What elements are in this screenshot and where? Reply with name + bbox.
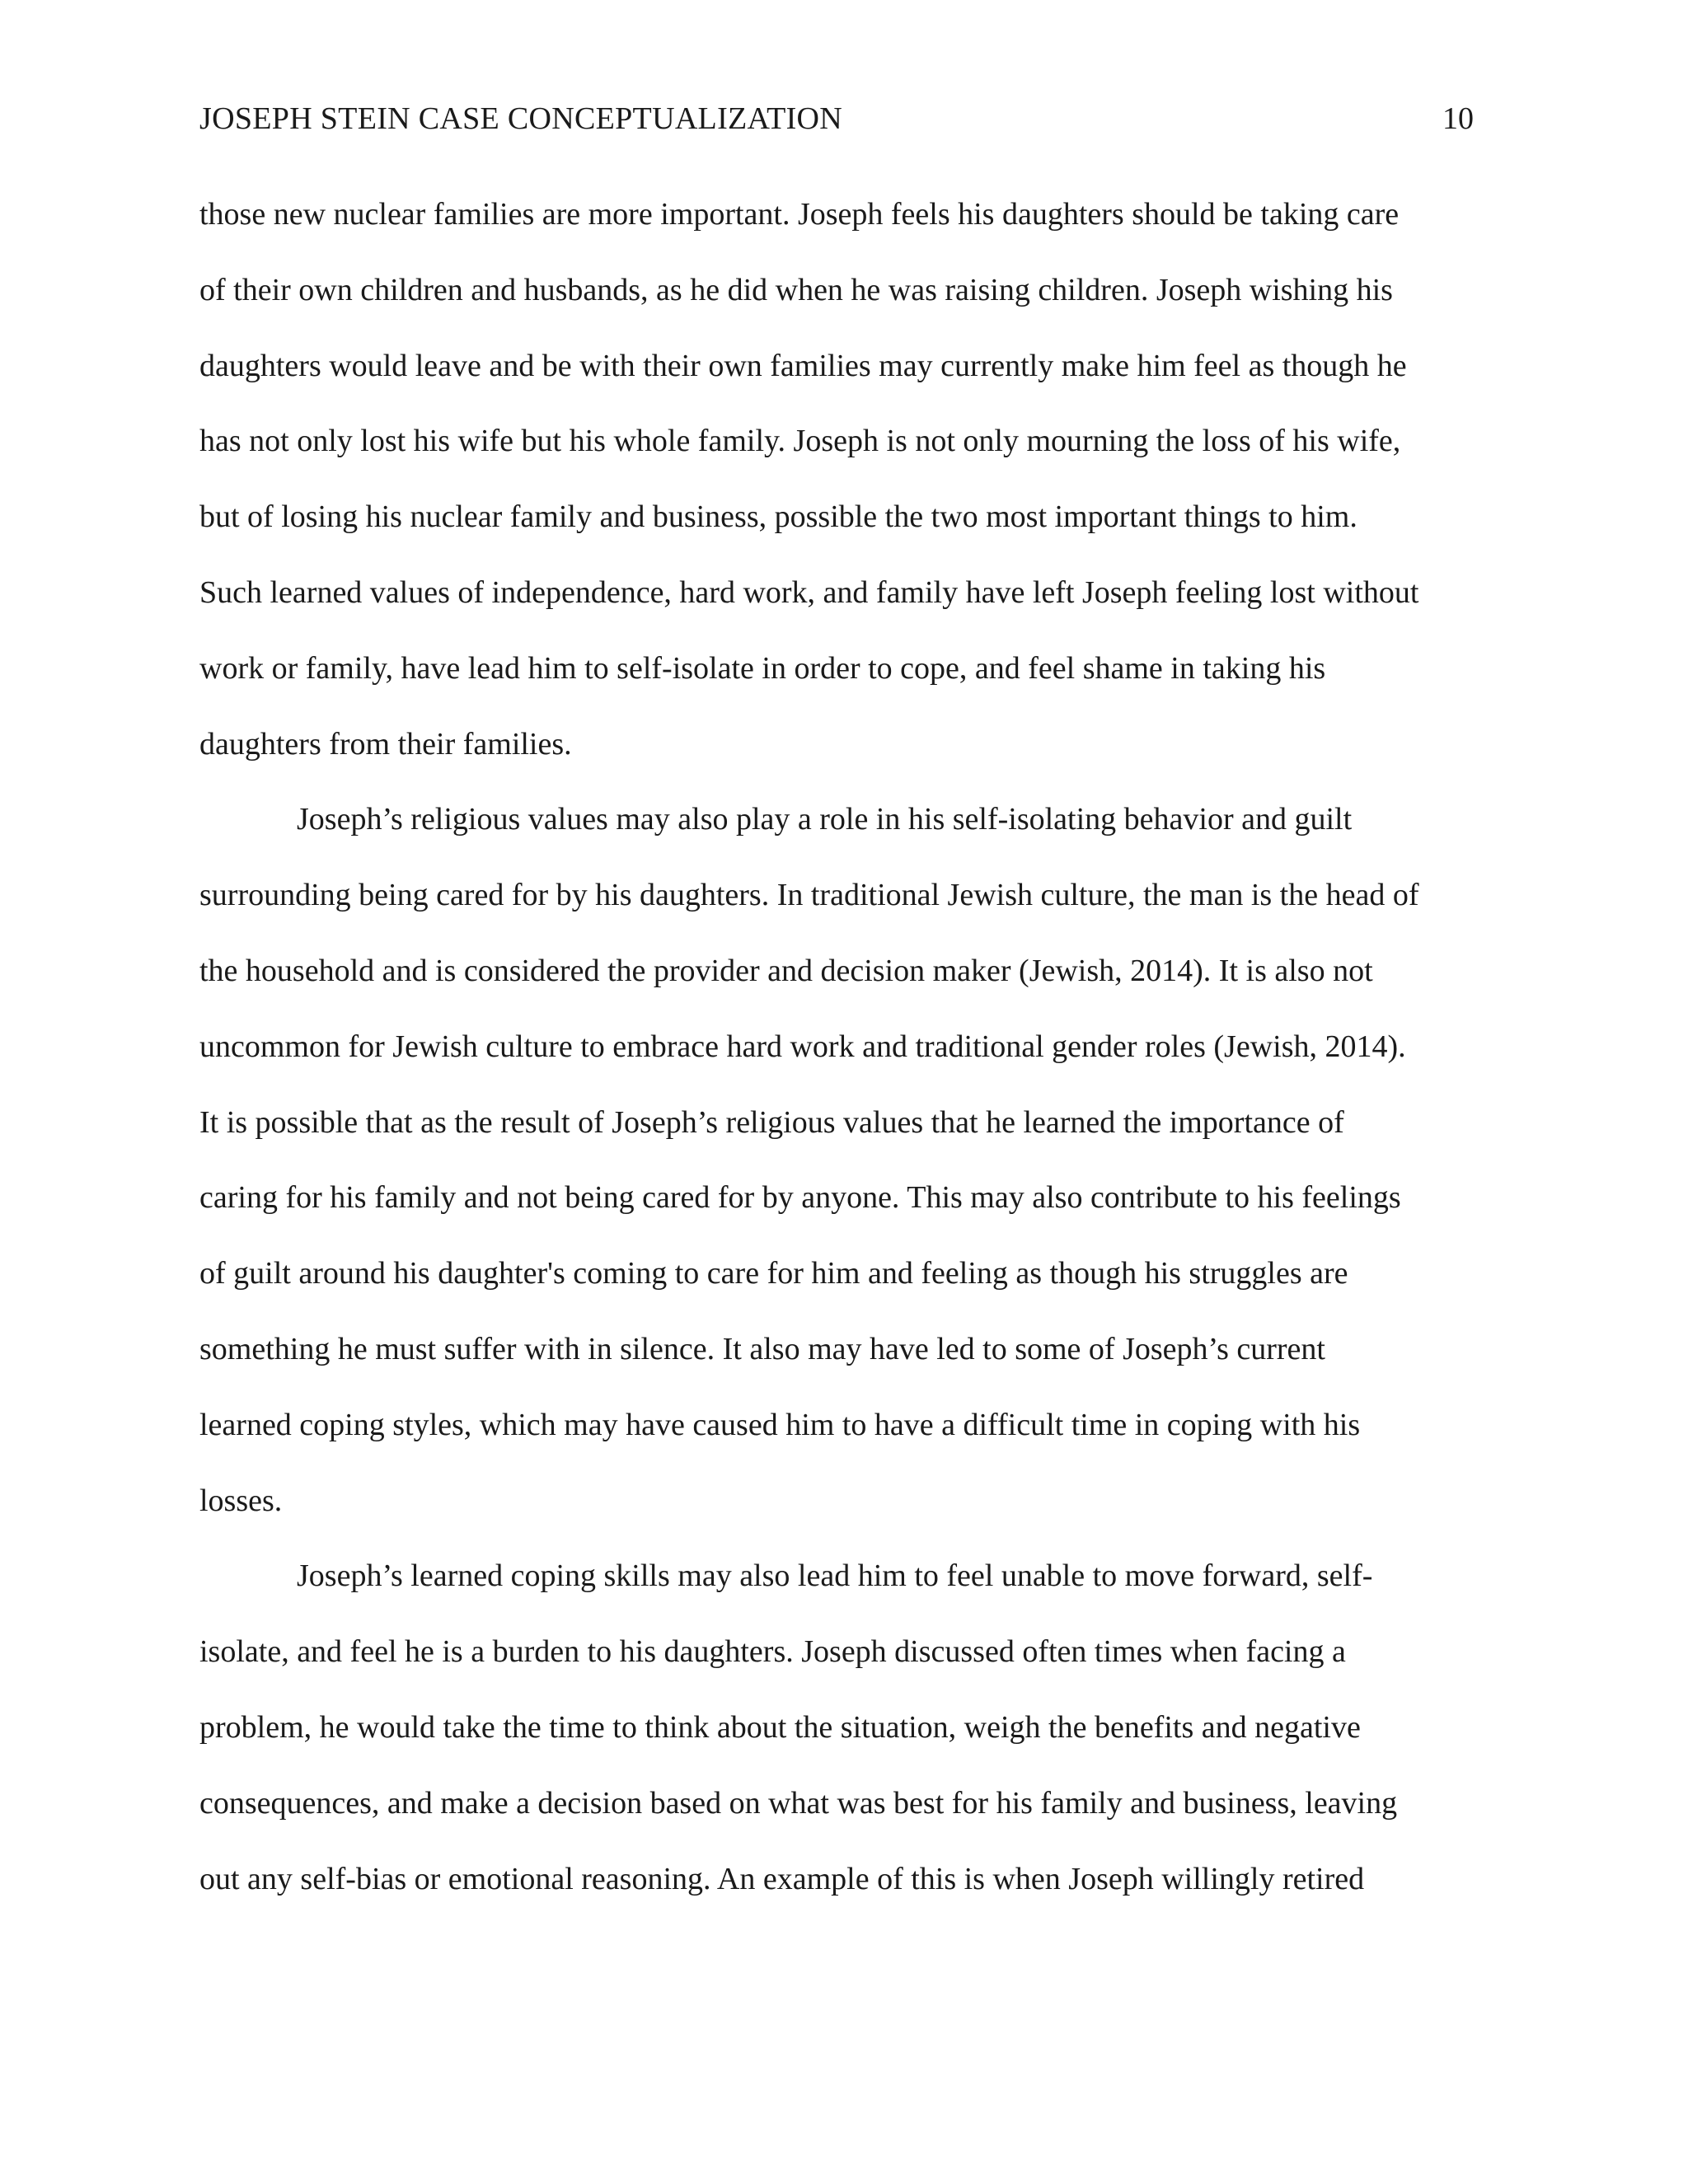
- text-line: consequences, and make a decision based on what was best for his family and business, leaving: [199, 1785, 1398, 1821]
- text-line: It is possible that as the result of Joseph’s religious values that he learned the importance of: [199, 1104, 1344, 1140]
- text-line: but of losing his nuclear family and business, possible the two most important things to him.: [199, 499, 1357, 535]
- text-line: losses.: [199, 1483, 283, 1518]
- page-number: 10: [1442, 101, 1474, 136]
- text-line: work or family, have lead him to self-isolate in order to cope, and feel shame in taking his: [199, 650, 1326, 686]
- text-line: something he must suffer with in silence. It also may have led to some of Joseph’s current: [199, 1331, 1325, 1366]
- paragraph-2: [199, 794, 1502, 1551]
- text-line: Joseph’s learned coping skills may also lead him to feel unable to move forward, self-: [297, 1558, 1373, 1594]
- text-line: daughters would leave and be with their own families may currently make him feel as though he: [199, 348, 1407, 383]
- text-line: daughters from their families.: [199, 726, 572, 762]
- text-line: problem, he would take the time to think about the situation, weigh the benefits and negative: [199, 1709, 1361, 1745]
- text-line: uncommon for Jewish culture to embrace hard work and traditional gender roles (Jewish, 2014).: [199, 1029, 1406, 1064]
- text-line: Such learned values of independence, hard work, and family have left Joseph feeling lost without: [199, 574, 1419, 610]
- text-line: isolate, and feel he is a burden to his daughters. Joseph discussed often times when facing a: [199, 1634, 1346, 1670]
- body-text: [199, 190, 1502, 1929]
- text-line: the household and is considered the provider and decision maker (Jewish, 2014). It is also not: [199, 953, 1373, 988]
- running-head: JOSEPH STEIN CASE CONCEPTUALIZATION: [199, 101, 843, 136]
- text-line: of their own children and husbands, as he did when he was raising children. Joseph wishing his: [199, 272, 1393, 307]
- text-line: caring for his family and not being cared for by anyone. This may also contribute to his feelings: [199, 1180, 1401, 1216]
- text-line: Joseph’s religious values may also play a role in his self-isolating behavior and guilt: [297, 802, 1353, 837]
- text-line: out any self-bias or emotional reasoning. An example of this is when Joseph willingly retired: [199, 1861, 1365, 1896]
- text-line: has not only lost his wife but his whole family. Joseph is not only mourning the loss of his wife,: [199, 424, 1401, 459]
- paragraph-1: [199, 190, 1502, 794]
- text-line: surrounding being cared for by his daughters. In traditional Jewish culture, the man is the head of: [199, 878, 1419, 913]
- text-line: learned coping styles, which may have caused him to have a difficult time in coping with his: [199, 1407, 1361, 1442]
- paragraph-3: [199, 1551, 1502, 1929]
- text-line: those new nuclear families are more important. Joseph feels his daughters should be taking care: [199, 197, 1400, 232]
- text-line: of guilt around his daughter's coming to care for him and feeling as though his struggles are: [199, 1256, 1348, 1291]
